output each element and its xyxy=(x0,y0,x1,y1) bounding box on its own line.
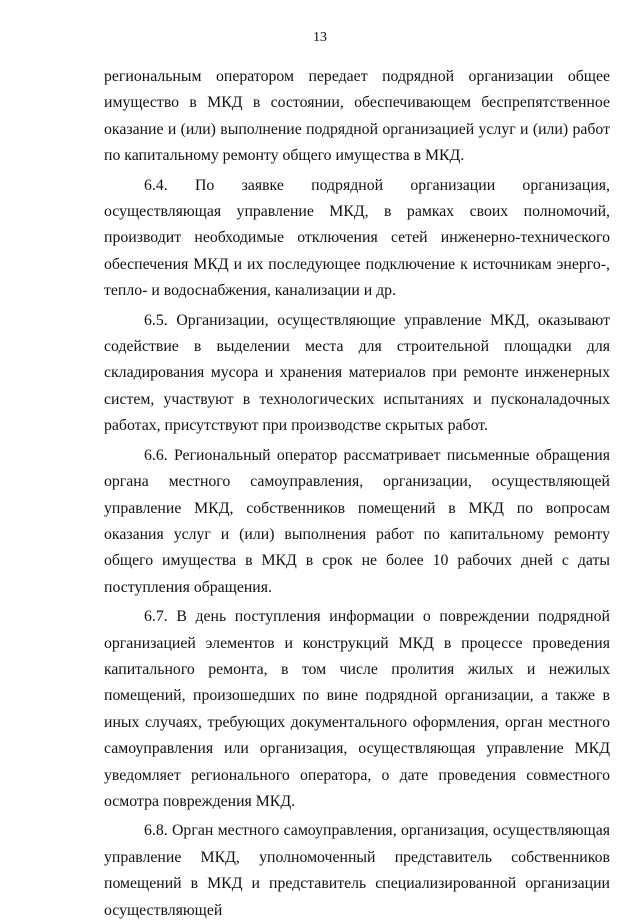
page-number: 13 xyxy=(313,30,327,45)
document-body xyxy=(104,64,610,924)
paragraph-continuation: региональным оператором передает подрядной организации общее имущество в МКД в состоянии, обеспечивающем беспрепятственное оказание и (или) выполнение подрядной организацией услуг и (или) работ по капитальному ремонту общего имущества в МКД. xyxy=(104,68,610,165)
paragraph-6-7: 6.7. В день поступления информации о повреждении подрядной организацией элементов и конструкций МКД в процессе проведения капитального ремонта, в том числе пролития жилых и нежилых помещений, произошедших по вине подрядной организации, а также в иных случаях, требующих документального оформления, орган местного самоуправления или организация, осуществляющая управление МКД уведомляет регионального оператора, о дате проведения совместного осмотра повреждения МКД. xyxy=(104,608,610,810)
paragraph-6-4: 6.4. По заявке подрядной организации организация, осуществляющая управление МКД, в рамках своих полномочий, производит необходимые отключения сетей инженерно-технического обеспечения МКД и их последующее подключение к источникам энерго-, тепло- и водоснабжения, канализации и др. xyxy=(104,176,610,300)
paragraph-6-8: 6.8. Орган местного самоуправления, организация, осуществляющая управление МКД, уполномоченный представитель собственников помещений в МКД и представитель специализированной организации осуществляющей xyxy=(104,822,610,919)
paragraph-6-6: 6.6. Региональный оператор рассматривает письменные обращения органа местного самоуправления, организации, осуществляющей управление МКД, собственников помещений в МКД по вопросам оказания услуг и (или) выполнения работ по капитальному ремонту общего имущества в МКД в срок не более 10 рабочих дней с даты поступления обращения. xyxy=(104,446,610,596)
paragraph-6-5: 6.5. Организации, осуществляющие управление МКД, оказывают содействие в выделении места для строительной площадки для складирования мусора и хранения материалов при ремонте инженерных систем, участвуют в технологических испытаниях и пусконаладочных работах, присутствуют при производстве скрытых работ. xyxy=(104,311,610,435)
